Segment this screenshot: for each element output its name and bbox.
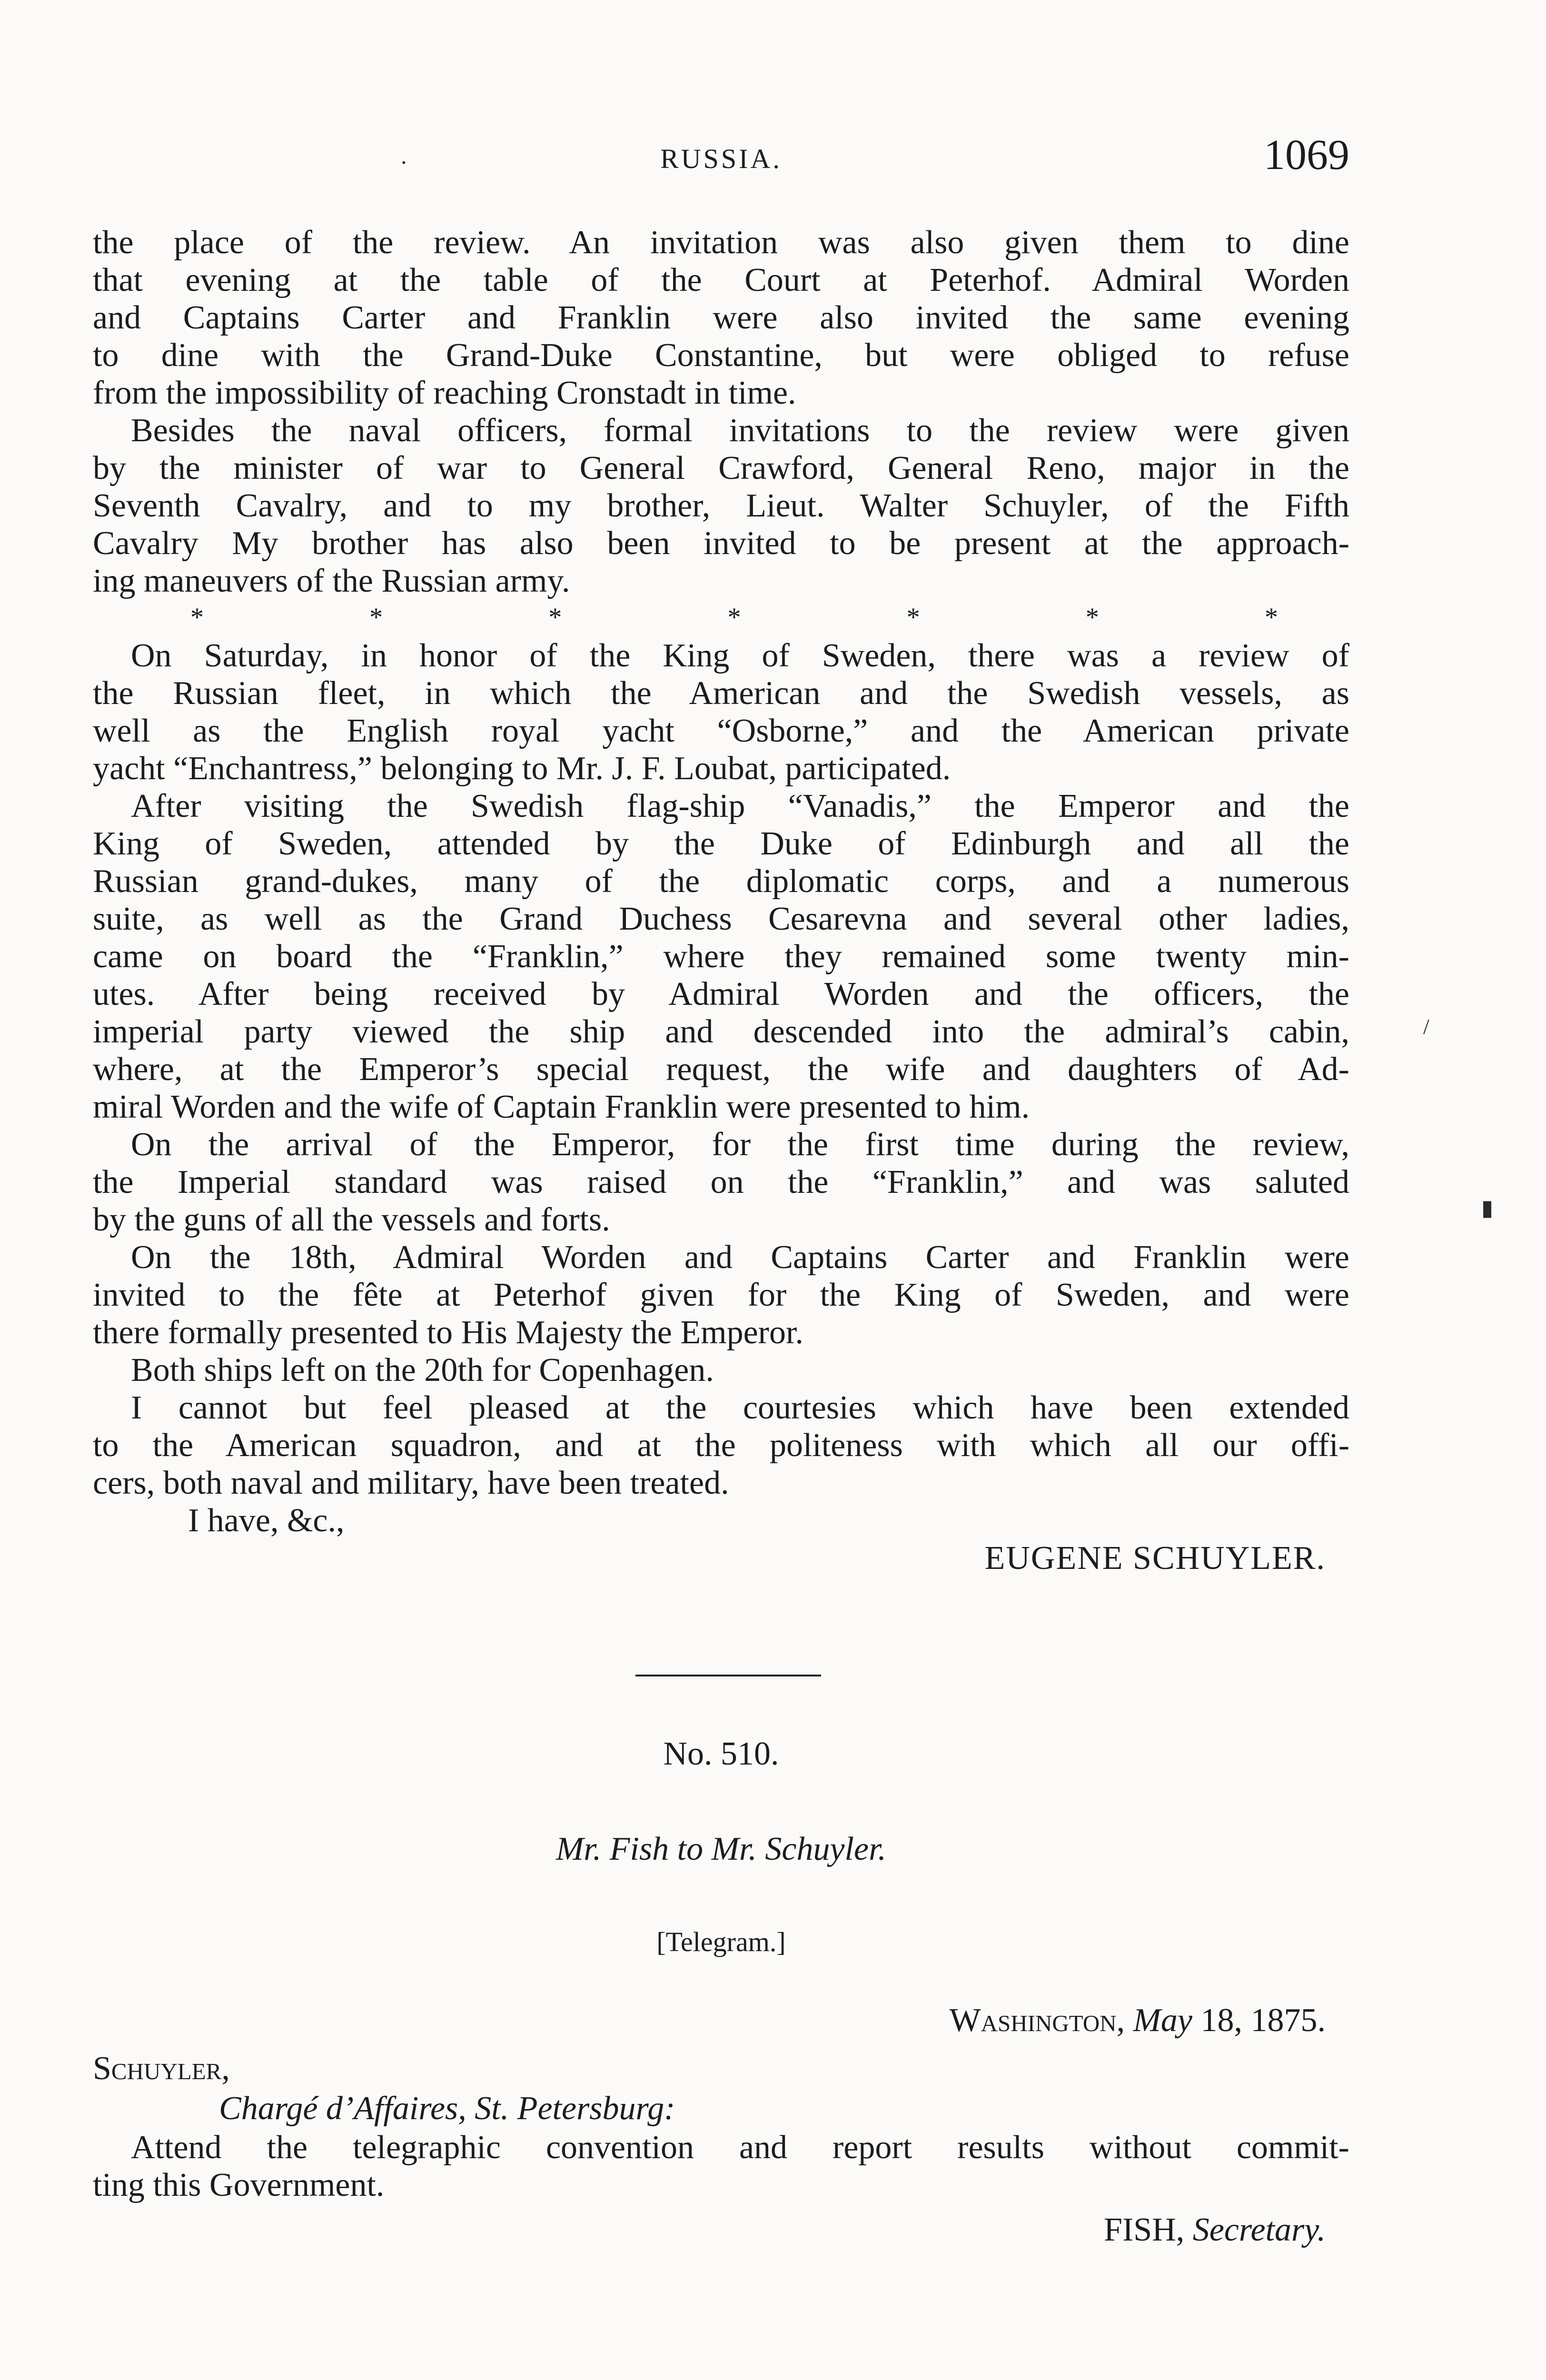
text-line: On the 18th, Admiral Worden and Captains Carter and Franklin were <box>131 1239 1349 1276</box>
asterisk: * <box>727 603 741 632</box>
text-line: that evening at the table of the Court at Peterhof. Admiral Worden <box>93 262 1349 298</box>
text-line: the Imperial standard was raised on the “Franklin,” and was saluted <box>93 1164 1349 1200</box>
letter-body <box>93 224 1349 1577</box>
closing-phrase: I have, &c., <box>188 1502 345 1539</box>
paragraph-visit <box>93 787 1349 1126</box>
header-dot: · <box>400 149 408 176</box>
asterisk: * <box>548 603 562 632</box>
margin-mark: / <box>1423 1014 1429 1039</box>
paragraph-departure <box>93 1351 1349 1389</box>
text-line: ing maneuvers of the Russian army. <box>93 563 570 599</box>
text-line: the Russian fleet, in which the American and the Swedish vessels, as <box>93 675 1349 712</box>
text-line: to dine with the Grand-Duke Constantine, but were obliged to refuse <box>93 337 1349 374</box>
text-line: imperial party viewed the ship and descended into the admiral’s cabin, <box>93 1013 1349 1050</box>
text-line: cers, both naval and military, have been treated. <box>93 1465 729 1501</box>
dateline-month: May <box>1133 2002 1192 2039</box>
text-line: to the American squadron, and at the politeness with which all our offi- <box>93 1427 1349 1464</box>
text-line: Attend the telegraphic convention and report results without commit- <box>131 2129 1349 2166</box>
text-line: and Captains Carter and Franklin were also invited the same evening <box>93 299 1349 336</box>
addressee-title: Chargé d’Affaires, St. Petersburg: <box>219 2090 675 2127</box>
text-line: came on board the “Franklin,” where they remained some twenty min- <box>93 938 1349 975</box>
letter-closing <box>93 1502 1349 1577</box>
document-number: No. 510. <box>663 1735 779 1772</box>
asterisk: * <box>369 603 383 632</box>
document-type: [Telegram.] <box>656 1926 786 1957</box>
text-line: Seventh Cavalry, and to my brother, Lieut. Walter Schuyler, of the Fifth <box>93 487 1349 524</box>
signer-title: Secretary. <box>1192 2211 1326 2248</box>
text-line: ting this Government. <box>93 2167 385 2203</box>
text-line: On Saturday, in honor of the King of Sweden, there was a review of <box>131 637 1349 674</box>
paragraph-courtesies <box>93 1389 1349 1502</box>
margin-mark: ▮ <box>1481 1196 1494 1220</box>
text-line: Cavalry My brother has also been invited to be present at the approach- <box>93 525 1349 562</box>
text-line: yacht “Enchantress,” belonging to Mr. J. F. Loubat, participated. <box>93 750 951 787</box>
paragraph-invitations <box>93 412 1349 600</box>
text-line: where, at the Emperor’s special request, the wife and daughters of Ad- <box>93 1051 1349 1088</box>
paragraph-fete <box>93 1239 1349 1351</box>
text-line: After visiting the Swedish flag-ship “Vanadis,” the Emperor and the <box>131 788 1349 824</box>
addressee: Schuyler, <box>93 2050 230 2087</box>
text-line: utes. After being received by Admiral Worden and the officers, the <box>93 976 1349 1012</box>
signature: EUGENE SCHUYLER. <box>984 1540 1326 1577</box>
dateline <box>93 1999 1349 2042</box>
text-line: the place of the review. An invitation was also given them to dine <box>93 224 1349 261</box>
dateline-date: 18, 1875. <box>1200 2002 1326 2039</box>
asterisk: * <box>1085 603 1099 632</box>
text-line: suite, as well as the Grand Duchess Cesarevna and several other ladies, <box>93 901 1349 937</box>
text-line: King of Sweden, attended by the Duke of Edinburgh and all the <box>93 825 1349 862</box>
text-line: I cannot but feel pleased at the courtesies which have been extended <box>131 1389 1349 1426</box>
asterisk: * <box>1264 603 1278 632</box>
paragraph-standard <box>93 1126 1349 1239</box>
text-line: miral Worden and the wife of Captain Franklin were presented to him. <box>93 1089 1030 1125</box>
text-line: by the minister of war to General Crawford, General Reno, major in the <box>93 450 1349 486</box>
running-title: RUSSIA. <box>660 143 782 174</box>
signer <box>93 2209 1349 2251</box>
signer-name: FISH, <box>1104 2211 1185 2248</box>
text-line: On the arrival of the Emperor, for the first time during the review, <box>131 1126 1349 1163</box>
document-heading: Mr. Fish to Mr. Schuyler. <box>555 1831 887 1867</box>
paragraph-continued <box>93 224 1349 412</box>
asterisk: * <box>190 603 204 632</box>
dateline-place: Washington, <box>949 2002 1125 2039</box>
text-line: by the guns of all the vessels and forts. <box>93 1201 610 1238</box>
paragraph-review <box>93 637 1349 787</box>
running-header <box>93 131 1349 191</box>
text-line: Besides the naval officers, formal invitations to the review were given <box>131 412 1349 449</box>
text-line: Both ships left on the 20th for Copenhagen. <box>131 1352 714 1388</box>
asterisk-break <box>93 602 1349 633</box>
page-number: 1069 <box>1264 131 1349 178</box>
text-line: Russian grand-dukes, many of the diplomatic corps, and a numerous <box>93 863 1349 900</box>
text-line: invited to the fête at Peterhof given for the King of Sweden, and were <box>93 1277 1349 1313</box>
document-510 <box>93 1733 1349 2251</box>
text-line: there formally presented to His Majesty the Emperor. <box>93 1314 803 1351</box>
text-line: from the impossibility of reaching Cronstadt in time. <box>93 375 796 411</box>
asterisk: * <box>906 603 920 632</box>
section-divider <box>635 1675 821 1676</box>
text-line: well as the English royal yacht “Osborne,” and the American private <box>93 713 1349 749</box>
